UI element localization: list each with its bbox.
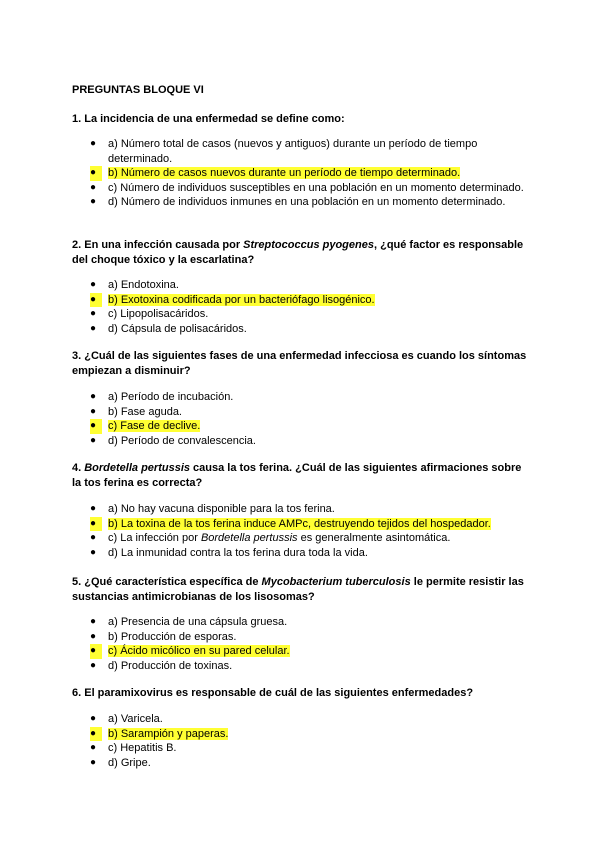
option-4c: ● c) La infección por Bordetella pertussis es generalmente asintomática. (90, 532, 451, 544)
question-4: 4. Bordetella pertussis causa la tos ferina. ¿Cuál de las siguientes afirmaciones sobre la tos ferina es correcta? (72, 462, 522, 489)
option-4d: ● d) La inmunidad contra la tos ferina dura toda la vida. (90, 546, 368, 559)
option-3a: ● a) Período de incubación. (90, 391, 234, 403)
page-title: PREGUNTAS BLOQUE VI (72, 84, 204, 96)
option-5d: ● d) Producción de toxinas. (90, 659, 233, 672)
option-2d: ● d) Cápsula de polisacáridos. (90, 322, 247, 335)
option-1b-correct: ● b) Número de casos nuevos durante un período de tiempo determinado. (90, 167, 461, 179)
question-5: 5. ¿Qué característica específica de Mycobacterium tuberculosis le permite resistir las sustancias antimicrobianas de los lisosomas? (72, 576, 524, 603)
option-1c: ● c) Número de individuos susceptibles en una población en un momento determinado. (90, 181, 524, 194)
options-question-3 (72, 390, 532, 448)
organism-name: Mycobacterium tuberculosis (261, 576, 411, 588)
options-question-2 (72, 278, 532, 336)
option-2c: ● c) Lipopolisacáridos. (90, 308, 209, 320)
option-5a: ● a) Presencia de una cápsula gruesa. (90, 616, 288, 628)
options-question-4 (72, 502, 532, 560)
option-2b-correct: ● b) Exotoxina codificada por un bacteriófago lisogénico. (90, 293, 375, 306)
option-4b-correct: ● b) La toxina de la tos ferina induce AMPc, destruyendo tejidos del hospedador. (90, 517, 491, 530)
option-4a: ● a) No hay vacuna disponible para la tos ferina. (90, 503, 335, 515)
option-6a: ● a) Varicela. (90, 713, 163, 725)
option-3d: ● d) Período de convalescencia. (90, 434, 256, 447)
option-2a: ● a) Endotoxina. (90, 279, 179, 291)
option-5c-correct: ● c) Ácido micólico en su pared celular. (90, 645, 290, 657)
option-5b: ● b) Producción de esporas. (90, 630, 237, 643)
organism-name: Streptococcus pyogenes (243, 239, 374, 251)
option-6c: ● c) Hepatitis B. (90, 742, 177, 754)
option-3b: ● b) Fase aguda. (90, 405, 182, 418)
option-1d: ● d) Número de individuos inmunes en una población en un momento determinado. (90, 196, 506, 208)
question-1: 1. La incidencia de una enfermedad se define como: (72, 113, 345, 125)
question-6: 6. El paramixovirus es responsable de cuál de las siguientes enfermedades? (72, 687, 474, 699)
question-2: 2. En una infección causada por Streptococcus pyogenes, ¿qué factor es responsable del choque tóxico y la escarlatina? (72, 239, 524, 266)
options-question-1 (72, 137, 532, 210)
option-6d: ● d) Gripe. (90, 756, 151, 769)
options-question-6 (72, 712, 532, 770)
options-question-5 (72, 615, 532, 673)
question-3: 3. ¿Cuál de las siguientes fases de una enfermedad infecciosa es cuando los síntomas empiezan a disminuir? (72, 350, 527, 377)
option-3c-correct: ● c) Fase de declive. (90, 420, 201, 432)
option-6b-correct: ● b) Sarampión y paperas. (90, 727, 229, 740)
option-1a: ● a) Número total de casos (nuevos y antiguos) durante un período de tiempo determinado. (90, 138, 478, 165)
organism-name: Bordetella pertussis (84, 462, 190, 474)
